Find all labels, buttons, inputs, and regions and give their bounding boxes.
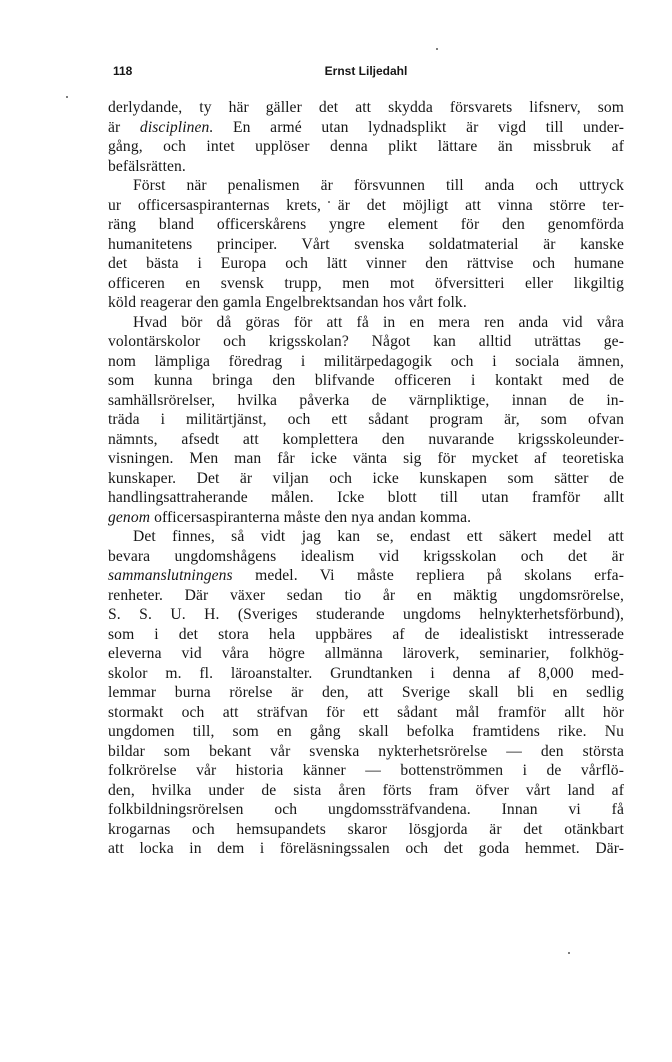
text-line: gång, och intet upplöser denna plikt lättare än missbruk af xyxy=(108,138,624,155)
print-speck xyxy=(66,96,68,98)
text-line: genom officersaspiranterna måste den nya andan komma. xyxy=(108,508,472,526)
text-line: är disciplinen. En armé utan lydnadsplikt är vigd till under- xyxy=(108,118,625,136)
text-line: volontärskolor och krigsskolan? Något kan alltid uträttas ge- xyxy=(108,333,624,350)
text-line: befälsrätten. xyxy=(108,157,186,175)
text-line: samhällsrörelser, hvilka påverka de värnpliktige, innan de in- xyxy=(108,391,624,409)
text-line: folkbildningsrörelsen och ungdomssträfvandena. Innan vi få xyxy=(108,801,624,818)
print-speck xyxy=(568,952,570,954)
text-line: derlydande, ty här gäller det att skydda försvarets lifsnerv, som xyxy=(108,99,624,116)
text-line: som kunna bringa den blifvande officeren i kontakt med de xyxy=(108,372,624,389)
text-line: träda i militärtjänst, och ett sådant program är, som ofvan xyxy=(108,411,624,428)
text-line: Det finnes, så vidt jag kan se, endast ett säkert medel att xyxy=(133,528,624,545)
text-line: humanitetens principer. Vårt svenska soldatmaterial är kanske xyxy=(108,235,624,253)
text-line: ungdomen till, som en gång skall befolka framtidens rike. Nu xyxy=(108,723,624,740)
text-line: nom lämpliga föredrag i militärpedagogik och i sociala ämnen, xyxy=(108,352,624,370)
text-line: som i det stora hela uppbäres af de idealistiskt intresserade xyxy=(108,625,624,643)
text-line: visningen. Men man får icke vänta sig för mycket af teoretiska xyxy=(108,450,624,467)
emphasis: sammanslutningens xyxy=(108,567,233,584)
text-line: officeren en svensk trupp, men mot öfversitteri eller likgiltig xyxy=(108,274,624,292)
text-line: räng bland officerskårens yngre element för den genomförda xyxy=(108,216,624,233)
text-line: lemmar burna rörelse är den, att Sverige skall bli en sedlig xyxy=(108,684,624,701)
text-line: eleverna vid våra högre allmänna läroverk, seminarier, folkhög- xyxy=(108,645,624,662)
emphasis: disciplinen. xyxy=(139,118,214,136)
body-text xyxy=(108,98,624,859)
text-line: nämnts, afsedt att komplettera den nuvarande krigsskoleunder- xyxy=(108,430,624,448)
text-line: stormakt och att sträfvan för ett sådant mål framför allt hör xyxy=(108,703,624,721)
page-header xyxy=(108,64,624,84)
text-line: bildar som bekant vår svenska nykterhetsrörelse — den största xyxy=(108,742,624,760)
text-line: Hvad bör då göras för att få in en mera ren anda vid våra xyxy=(133,313,624,331)
text-line: bevara ungdomshågens idealism vid krigsskolan och det är xyxy=(108,547,624,565)
running-head: Ernst Liljedahl xyxy=(324,64,408,78)
text-line: handlingsattraherande målen. Icke blott till utan framför allt xyxy=(108,489,624,506)
text-line: renheter. Där växer sedan tio år en mäktig ungdomsrörelse, xyxy=(108,586,624,604)
text-line: den, hvilka under de sista åren förts fram öfver vårt land af xyxy=(108,781,624,799)
text-line: att locka in dem i föreläsningssalen och det goda hemmet. Där- xyxy=(108,840,624,857)
emphasis: genom xyxy=(108,508,151,526)
text-line: krogarnas och hemsupandets skaror lösgjorda är det otänkbart xyxy=(108,820,624,838)
text-line: det bästa i Europa och lätt vinner den rättvise och humane xyxy=(108,255,624,272)
text-line: Först när penalismen är försvunnen till anda och uttryck xyxy=(133,177,624,194)
text-line: köld reagerar den gamla Engelbrektsandan hos vårt folk. xyxy=(108,294,467,311)
text-line: S. S. U. H. (Sveriges studerande ungdoms helnykterhetsförbund), xyxy=(108,606,624,623)
text-line: folkrörelse vår historia känner — bottenströmmen i de vårflö- xyxy=(108,762,624,779)
text-line: ur officersaspiranternas krets, är det möjligt att vinna större ter- xyxy=(108,196,624,214)
text-line: sammanslutningens medel. Vi måste repliera på skolans erfa- xyxy=(108,567,624,584)
text-line: skolor m. fl. läroanstalter. Grundtanken i denna af 8,000 med- xyxy=(108,664,624,682)
text-line: kunskaper. Det är viljan och icke kunskapen som sätter de xyxy=(108,469,624,487)
print-speck xyxy=(436,48,438,50)
page-number: 118 xyxy=(113,64,133,78)
